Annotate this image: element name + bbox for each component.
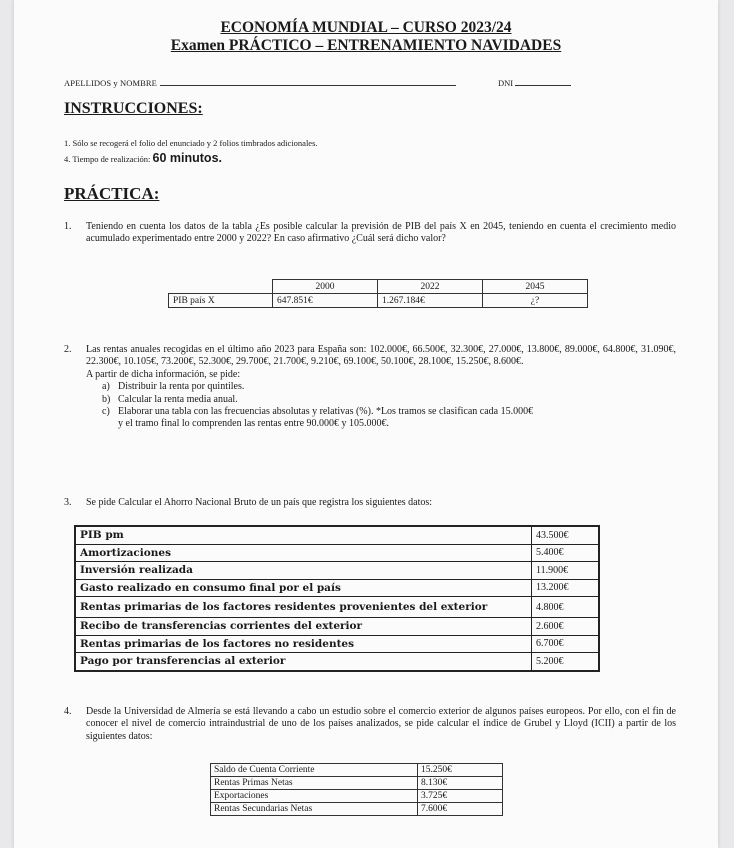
question-2-item-c-cont: y el tramo final lo comprenden las rentas entre 90.000€ y 105.000€. xyxy=(118,418,390,430)
name-label: APELLIDOS y NOMBRE xyxy=(64,78,157,88)
table-cell-2000: 647.851€ xyxy=(273,294,378,308)
trade-table xyxy=(210,763,503,816)
question-3 xyxy=(64,497,676,509)
item-letter: b) xyxy=(102,393,111,405)
question-2-intro: A partir de dicha información, se pide: xyxy=(86,368,241,380)
gdp-table xyxy=(168,279,588,308)
dni-label: DNI xyxy=(498,78,514,88)
table-row xyxy=(75,526,599,544)
table-row xyxy=(75,597,599,618)
row-label: Rentas primarias de los factores residentes provenientes del exterior xyxy=(75,597,532,618)
table-row xyxy=(75,653,599,671)
table-header-2000: 2000 xyxy=(273,280,378,294)
row-value: 15.250€ xyxy=(418,764,503,777)
instruction-2-prefix: 4. Tiempo de realización: xyxy=(64,154,151,164)
table-row xyxy=(75,579,599,597)
row-value: 6.700€ xyxy=(532,635,600,653)
row-value: 43.500€ xyxy=(532,526,600,544)
table-row xyxy=(75,544,599,562)
row-label: Exportaciones xyxy=(211,790,418,803)
table-row xyxy=(211,803,503,816)
question-3-number: 3. xyxy=(64,497,72,508)
name-field xyxy=(64,77,456,88)
exam-page xyxy=(14,0,718,848)
row-label: Inversión realizada xyxy=(75,562,532,580)
row-value: 7.600€ xyxy=(418,803,503,816)
dni-blank-line xyxy=(515,77,571,86)
item-letter: a) xyxy=(102,381,110,393)
row-label: Saldo de Cuenta Corriente xyxy=(211,764,418,777)
row-value: 5.400€ xyxy=(532,544,600,562)
question-4 xyxy=(64,706,676,743)
name-blank-line xyxy=(160,77,456,86)
row-value: 8.130€ xyxy=(418,777,503,790)
row-label: Gasto realizado en consumo final por el país xyxy=(75,579,532,597)
row-label: Rentas primarias de los factores no residentes xyxy=(75,635,532,653)
practice-heading: PRÁCTICA: xyxy=(64,184,160,203)
table-cell-empty xyxy=(169,280,273,294)
table-row xyxy=(169,294,588,308)
item-text: Distribuir la renta por quintiles. xyxy=(118,381,245,393)
question-1-number: 1. xyxy=(64,221,72,232)
row-value: 4.800€ xyxy=(532,597,600,618)
row-label: Pago por transferencias al exterior xyxy=(75,653,532,671)
item-letter: c) xyxy=(102,406,110,418)
national-accounts-table xyxy=(74,525,600,672)
table-row xyxy=(75,562,599,580)
question-4-number: 4. xyxy=(64,706,72,717)
table-row xyxy=(211,790,503,803)
item-text: Calcular la renta media anual. xyxy=(118,393,238,405)
exam-title: ECONOMÍA MUNDIAL – CURSO 2023/24 xyxy=(220,19,512,36)
question-1 xyxy=(64,221,676,246)
row-value: 2.600€ xyxy=(532,618,600,636)
row-value: 5.200€ xyxy=(532,653,600,671)
instruction-2-time: 60 minutos. xyxy=(152,151,222,165)
row-label: Recibo de transferencias corrientes del exterior xyxy=(75,618,532,636)
instructions-heading: INSTRUCCIONES: xyxy=(64,100,203,117)
table-row xyxy=(211,764,503,777)
table-cell-label: PIB país X xyxy=(169,294,273,308)
row-value: 3.725€ xyxy=(418,790,503,803)
row-label: Amortizaciones xyxy=(75,544,532,562)
question-2-number: 2. xyxy=(64,344,72,355)
table-cell-2022: 1.267.184€ xyxy=(378,294,483,308)
table-row xyxy=(169,280,588,294)
question-1-text: Teniendo en cuenta los datos de la tabla ¿Es posible calcular la previsión de PIB del país X en 2045, teniendo en cuenta el crecimiento medio acumulado experimentado entre 2000 y 2022? En caso afirmativo ¿Cuál será dicho valor? xyxy=(86,221,676,245)
dni-field xyxy=(498,77,571,88)
table-row xyxy=(75,618,599,636)
exam-subtitle: Examen PRÁCTICO – ENTRENAMIENTO NAVIDADES xyxy=(170,37,562,54)
question-2-item-c xyxy=(102,406,676,418)
row-value: 11.900€ xyxy=(532,562,600,580)
table-row xyxy=(75,635,599,653)
instruction-2 xyxy=(64,151,222,165)
row-label: Rentas Secundarias Netas xyxy=(211,803,418,816)
instruction-1: 1. Sólo se recogerá el folio del enunciado y 2 folios timbrados adicionales. xyxy=(64,138,318,148)
row-value: 13.200€ xyxy=(532,579,600,597)
question-3-text: Se pide Calcular el Ahorro Nacional Bruto de un país que registra los siguientes datos: xyxy=(86,497,433,508)
item-text: Elaborar una tabla con las frecuencias absolutas y relativas (%). *Los tramos se clasifican cada 15.000€ xyxy=(118,406,534,418)
question-2-text: Las rentas anuales recogidas en el último año 2023 para España son: 102.000€, 66.500€, 32.300€, 27.000€, 13.800€, 89.000€, 64.800€, 31.090€, 22.300€, 10.105€, 73.200€, 52.300€, 29.700€, 21.700€, 9.210€, 69.100€, 50.100€, 28.100€, 15.250€, 8.600€. xyxy=(86,344,676,368)
table-cell-2045: ¿? xyxy=(483,294,588,308)
row-label: Rentas Primas Netas xyxy=(211,777,418,790)
table-header-2022: 2022 xyxy=(378,280,483,294)
question-4-text: Desde la Universidad de Almería se está llevando a cabo un estudio sobre el comercio exterior de algunos países europeos. Por ello, con el fin de conocer el nivel de comercio intraindustrial de uno de los países analizados, se pide calcular el índice de Grubel y Lloyd (ICII) a partir de los siguientes datos: xyxy=(86,706,676,742)
table-header-2045: 2045 xyxy=(483,280,588,294)
table-row xyxy=(211,777,503,790)
question-2-item-a xyxy=(102,381,676,393)
question-2 xyxy=(64,344,676,431)
row-label: PIB pm xyxy=(75,526,532,544)
question-2-item-b xyxy=(102,394,676,406)
